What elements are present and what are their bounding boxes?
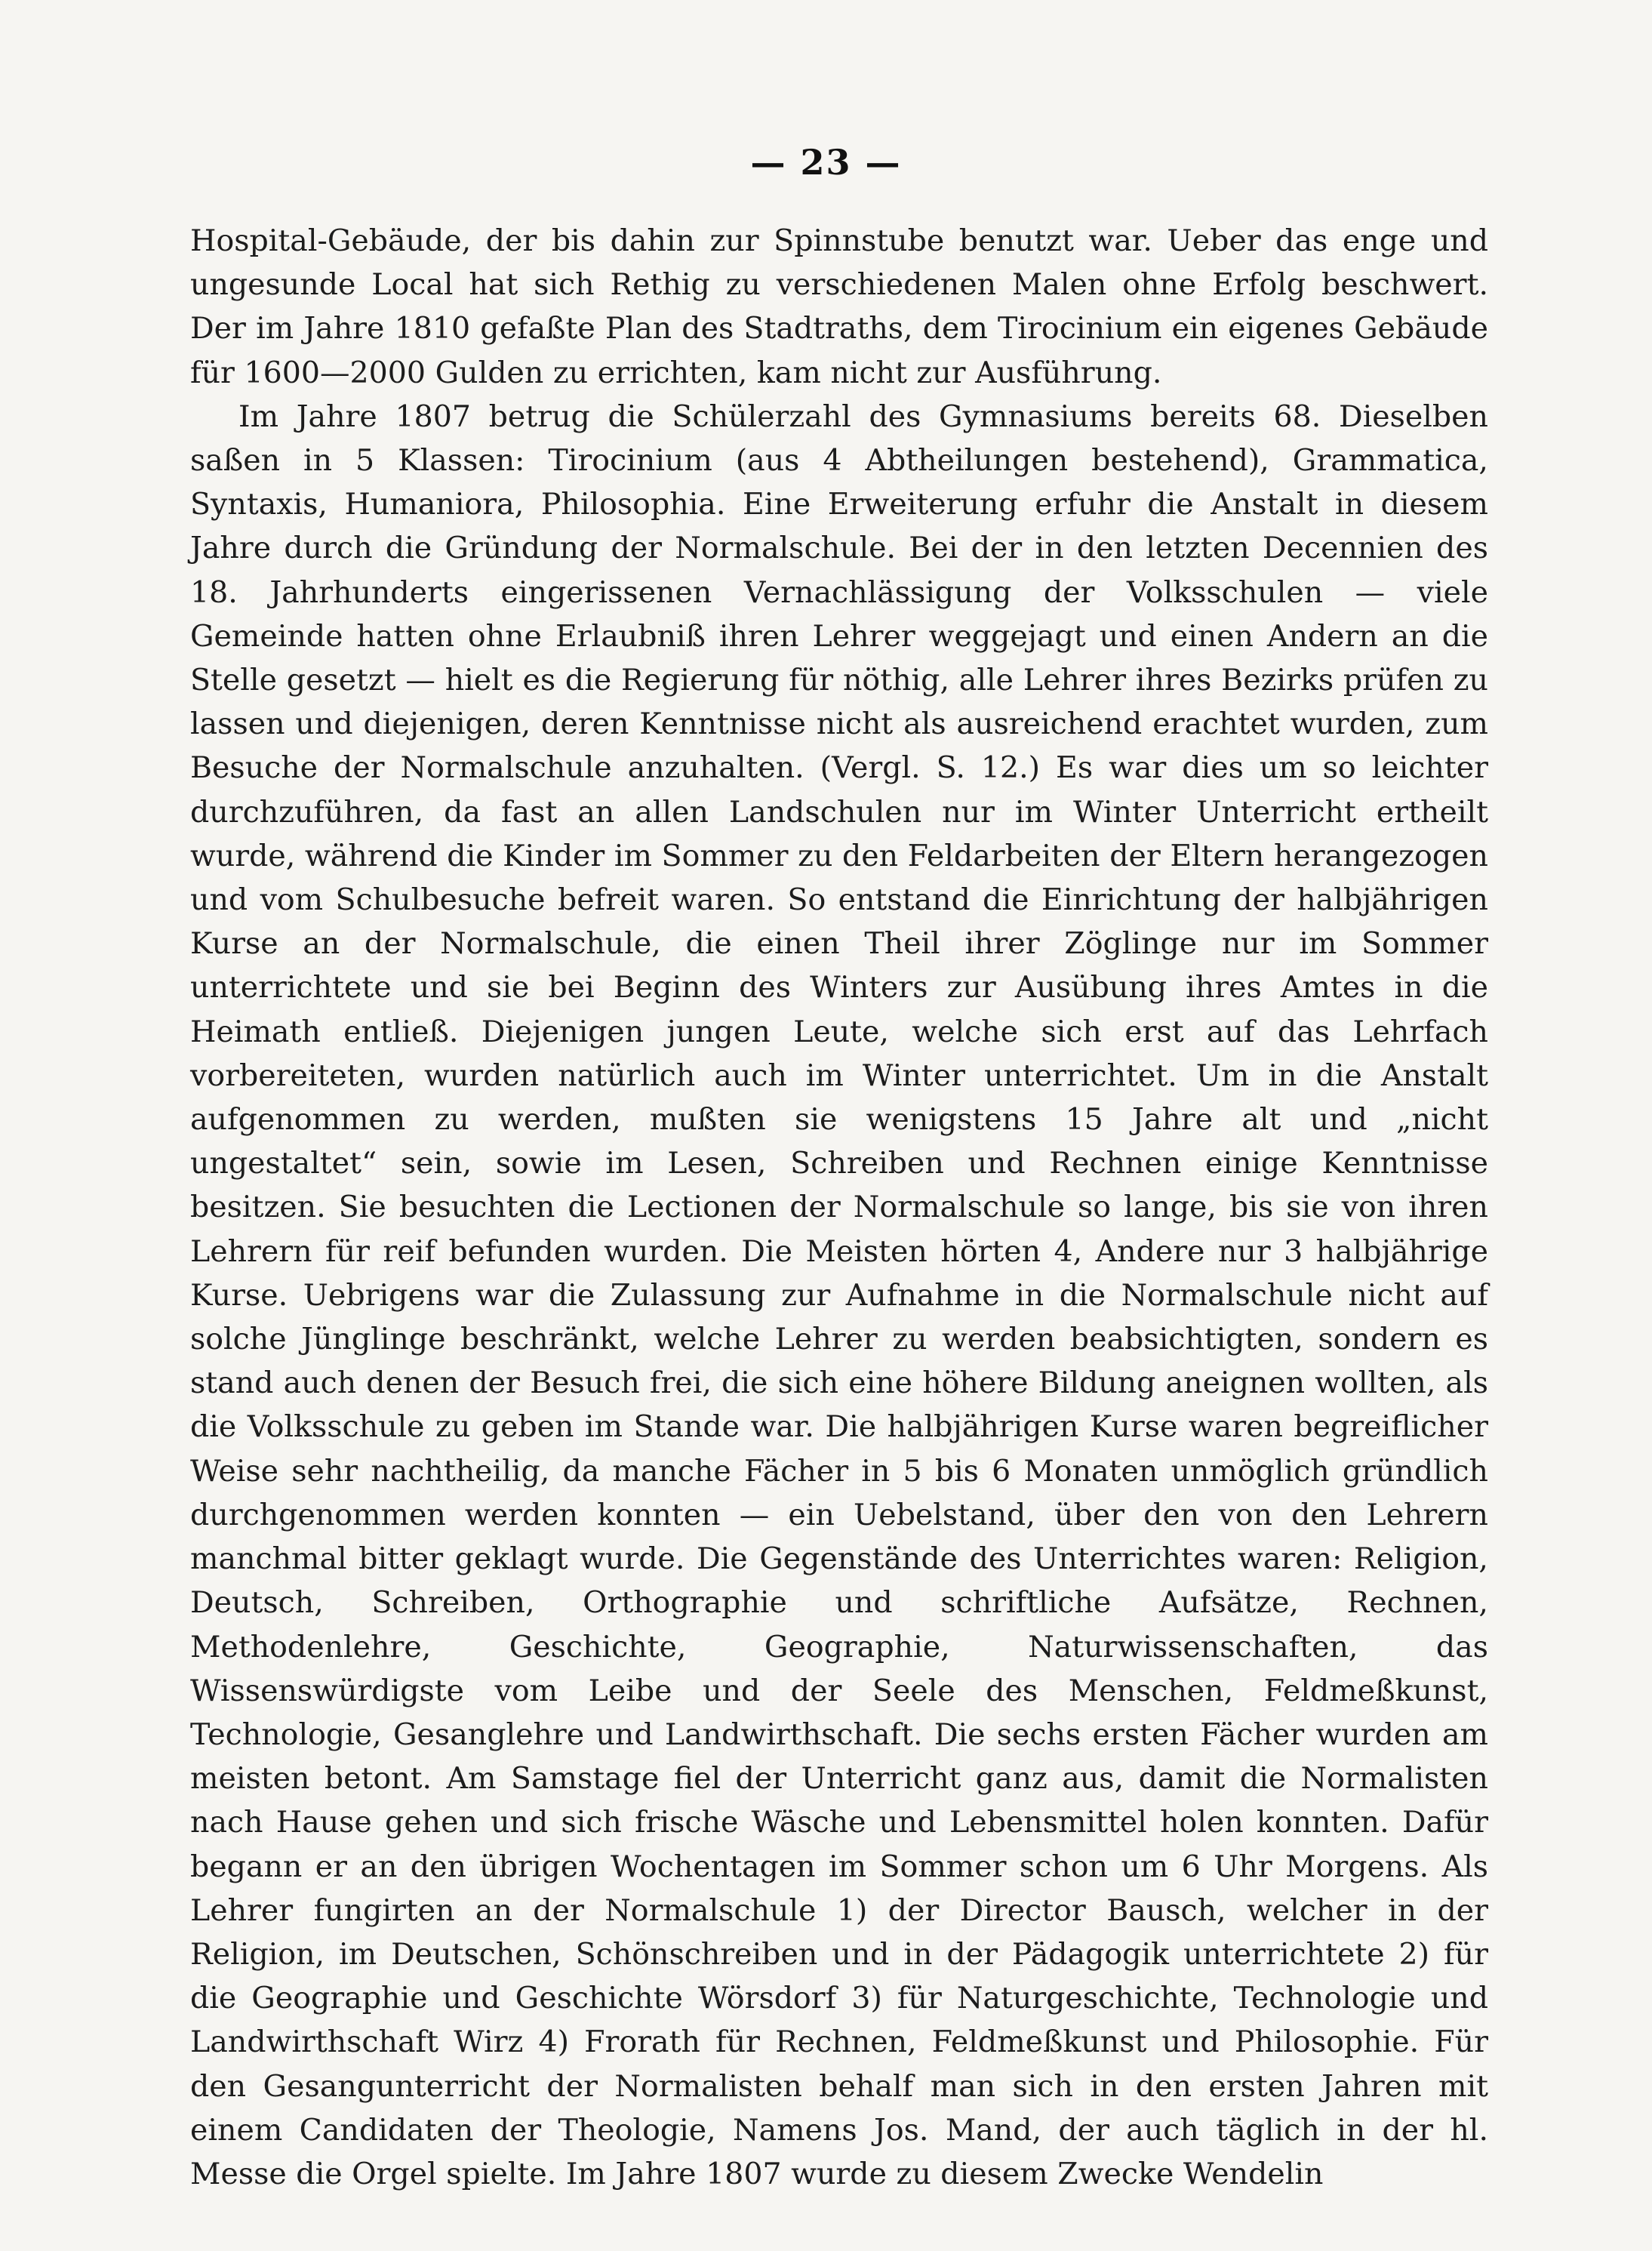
paragraph-2: Im Jahre 1807 betrug die Schülerzahl des Gymnasiums bereits 68. Dieselben saßen in 5 Klassen: Tirocinium (aus 4 Abtheilungen bestehend), Grammatica, Syntaxis, Humaniora, Philosophia. Eine Erweiterung erfuhr die Anstalt in diesem Jahre durch die Gründung der Normalschule. Bei der in den letzten Decennien des 18. Jahrhunderts eingerissenen Vernachlässigung der Volksschulen — viele Gemeinde hatten ohne Erlaubniß ihren Lehrer weggejagt und einen Andern an die Stelle gesetzt — hielt es die Regierung für nöthig, alle Lehrer ihres Bezirks prüfen zu lassen und diejenigen, deren Kenntnisse nicht als ausreichend erachtet wurden, zum Besuche der Normalschule anzuhalten. (Vergl. S. 12.) Es war dies um so leichter durchzuführen, da fast an allen Landschulen nur im Winter Unterricht ertheilt wurde, während die Kinder im Sommer zu den Feldarbeiten der Eltern herangezogen und vom Schulbesuche befreit waren. So entstand die Einrichtung der halbjährigen Kurse an der Normalschule, die einen Theil ihrer Zöglinge nur im Sommer unterrichtete und sie bei Beginn des Winters zur Ausübung ihres Amtes in die Heimath entließ. Diejenigen jungen Leute, welche sich erst auf das Lehrfach vorbereiteten, wurden natürlich auch im Winter unterrichtet. Um in die Anstalt aufgenommen zu werden, mußten sie wenigstens 15 Jahre alt und „nicht ungestaltet“ sein, sowie im Lesen, Schreiben und Rechnen einige Kenntnisse besitzen. Sie besuchten die Lectionen der Normalschule so lange, bis sie von ihren Lehrern für reif befunden wurden. Die Meisten hörten 4, Andere nur 3 halbjährige Kurse. Uebrigens war die Zulassung zur Aufnahme in die Normalschule nicht auf solche Jünglinge beschränkt, welche Lehrer zu werden beabsichtigten, sondern es stand auch denen der Besuch frei, die sich eine höhere Bildung aneignen wollten, als die Volksschule zu geben im Stande war. Die halbjährigen Kurse waren begreiflicher Weise sehr nachtheilig, da manche Fächer in 5 bis 6 Monaten unmöglich gründlich durchgenommen werden konnten — ein Uebelstand, über den von den Lehrern manchmal bitter geklagt wurde. Die Gegenstände des Unterrichtes waren: Religion, Deutsch, Schreiben, Orthographie und schriftliche Aufsätze, Rechnen, Methodenlehre, Geschichte, Geographie, Naturwissenschaften, das Wissenswürdigste vom Leibe und der Seele des Menschen, Feldmeßkunst, Technologie, Gesanglehre und Landwirthschaft. Die sechs ersten Fächer wurden am meisten betont. Am Samstage fiel der Unterricht ganz aus, damit die Normalisten nach Hause gehen und sich frische Wäsche und Lebensmittel holen konnten. Dafür begann er an den übrigen Wochentagen im Sommer schon um 6 Uhr Morgens. Als Lehrer fungirten an der Normalschule 1) der Director Bausch, welcher in der Religion, im Deutschen, Schönschreiben und in der Pädagogik unterrichtete 2) für die Geographie und Geschichte Wörsdorf 3) für Naturgeschichte, Technologie und Landwirthschaft Wirz 4) Frorath für Rechnen, Feldmeßkunst und Philosophie. Für den Gesangunterricht der Normalisten behalf man sich in den ersten Jahren mit einem Candidaten der Theologie, Namens Jos. Mand, der auch täglich in der hl. Messe die Orgel spielte. Im Jahre 1807 wurde zu diesem Zwecke Wendelin xyxy=(190,399,1488,2191)
body-text xyxy=(190,219,1488,2196)
page-number: — 23 — xyxy=(750,142,902,183)
paragraph-1: Hospital-Gebäude, der bis dahin zur Spinnstube benutzt war. Ueber das enge und ungesunde Local hat sich Rethig zu verschiedenen Malen ohne Erfolg beschwert. Der im Jahre 1810 gefaßte Plan des Stadtraths, dem Tirocinium ein eigenes Gebäude für 1600—2000 Gulden zu errichten, kam nicht zur Ausführung. xyxy=(190,223,1488,390)
